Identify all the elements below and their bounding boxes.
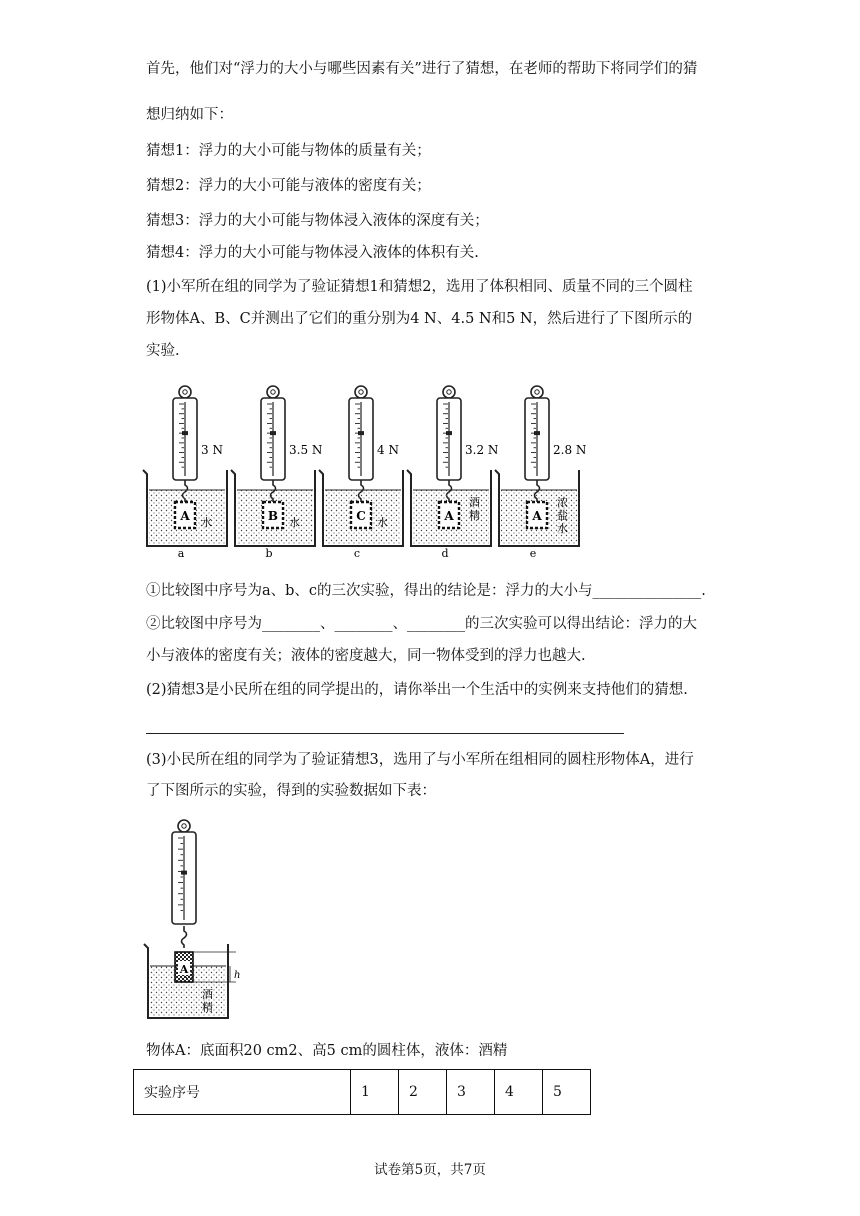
ring-icon bbox=[355, 386, 367, 398]
question-1-part-2: 小与液体的密度有关；液体的密度越大，同一物体受到的浮力也越大. bbox=[146, 648, 586, 664]
question-3-text: (3)小民所在组的同学为了验证猜想3，选用了与小军所在组相同的圆柱形物体A，进行 bbox=[146, 752, 694, 768]
liquid-label: 浓 bbox=[557, 496, 568, 509]
liquid-label: 精 bbox=[202, 1001, 213, 1014]
table-row bbox=[134, 1070, 591, 1115]
depth-setup bbox=[144, 820, 240, 1018]
liquid-label: 酒 bbox=[202, 988, 213, 1001]
experiment-setup bbox=[495, 386, 586, 560]
scale-reading: 3.5 N bbox=[289, 443, 323, 457]
question-1-text: (1)小军所在组的同学为了验证猜想1和猜想2，选用了体积相同、质量不同的三个圆柱 bbox=[146, 279, 693, 295]
experiment-setup bbox=[319, 386, 403, 560]
hook-icon bbox=[182, 926, 187, 948]
block-label: A bbox=[532, 509, 542, 523]
scale-reading: 4 N bbox=[377, 443, 399, 457]
experiment-setup bbox=[231, 386, 322, 560]
ring-icon bbox=[443, 386, 455, 398]
data-table bbox=[133, 1069, 591, 1115]
scale-pointer bbox=[270, 431, 276, 435]
figure-depth-experiment bbox=[140, 816, 250, 1026]
hypothesis-3: 猜想3：浮力的大小可能与物体浸入液体的深度有关； bbox=[146, 213, 489, 229]
hypothesis-2: 猜想2：浮力的大小可能与液体的密度有关； bbox=[146, 178, 431, 194]
liquid-label: 水 bbox=[201, 516, 212, 529]
table-cell: 3 bbox=[447, 1070, 495, 1115]
experiment-setup bbox=[407, 386, 498, 560]
hypothesis-1: 猜想1：浮力的大小可能与物体的质量有关； bbox=[146, 143, 431, 159]
paragraph: 首先，他们对“浮力的大小与哪些因素有关”进行了猜想，在老师的帮助下将同学们的猜 bbox=[146, 61, 698, 77]
scale-pointer bbox=[181, 871, 187, 875]
block-label: B bbox=[267, 509, 279, 523]
table-cell: 1 bbox=[351, 1070, 399, 1115]
ring-icon bbox=[178, 820, 190, 832]
depth-label: h bbox=[234, 970, 241, 981]
scale-pointer bbox=[358, 431, 364, 435]
answer-line bbox=[146, 733, 624, 734]
ring-icon bbox=[531, 386, 543, 398]
figure-caption: e bbox=[529, 547, 537, 560]
figure-spring-scale-experiments bbox=[140, 374, 620, 560]
liquid-label: 水 bbox=[377, 516, 388, 529]
scale-pointer bbox=[446, 431, 452, 435]
page-footer: 试卷第5页，共7页 bbox=[374, 1162, 486, 1178]
question-1-part-2: ②比较图中序号为________、________、________的三次实验可以得出结论：浮力的大 bbox=[146, 616, 697, 632]
question-3-text: 了下图所示的实验，得到的实验数据如下表： bbox=[146, 783, 436, 799]
table-cell: 2 bbox=[399, 1070, 447, 1115]
table-cell: 5 bbox=[543, 1070, 591, 1115]
liquid-label: 精 bbox=[469, 509, 480, 522]
question-1-text: 实验. bbox=[146, 343, 180, 359]
liquid-label: 水 bbox=[289, 516, 300, 529]
object-description: 物体A：底面积20 cm2、高5 cm的圆柱体，液体：酒精 bbox=[146, 1043, 508, 1059]
ring-icon bbox=[267, 386, 279, 398]
question-2-text: (2)猜想3是小民所在组的同学提出的，请你举出一个生活中的实例来支持他们的猜想. bbox=[146, 682, 688, 698]
block-label: A bbox=[444, 509, 454, 523]
scale-reading: 2.8 N bbox=[553, 443, 587, 457]
question-1-part-1: ①比较图中序号为a、b、c的三次实验，得出的结论是：浮力的大小与_______________. bbox=[146, 583, 706, 599]
figure-caption: c bbox=[353, 547, 361, 560]
liquid-label: 水 bbox=[557, 522, 568, 535]
scale-pointer bbox=[534, 431, 540, 435]
block-label: A bbox=[180, 509, 190, 523]
table-cell: 4 bbox=[495, 1070, 543, 1115]
liquid-label: 盐 bbox=[557, 509, 568, 522]
figure-caption: d bbox=[441, 547, 449, 560]
ring-icon bbox=[179, 386, 191, 398]
table-header-cell: 实验序号 bbox=[134, 1070, 351, 1115]
block-label: A bbox=[179, 963, 189, 976]
figure-caption: b bbox=[265, 547, 273, 560]
hypothesis-4: 猜想4：浮力的大小可能与物体浸入液体的体积有关. bbox=[146, 245, 479, 261]
question-1-text: 形物体A、B、C并测出了它们的重分别为4 N、4.5 N和5 N，然后进行了下图所示的 bbox=[146, 311, 693, 327]
paragraph: 想归纳如下： bbox=[146, 107, 233, 123]
scale-reading: 3 N bbox=[201, 443, 223, 457]
scale-pointer bbox=[182, 431, 188, 435]
figure-caption: a bbox=[177, 547, 185, 560]
experiment-setup bbox=[143, 386, 227, 560]
block-label: C bbox=[356, 509, 366, 523]
liquid-label: 酒 bbox=[469, 496, 480, 509]
scale-reading: 3.2 N bbox=[465, 443, 499, 457]
